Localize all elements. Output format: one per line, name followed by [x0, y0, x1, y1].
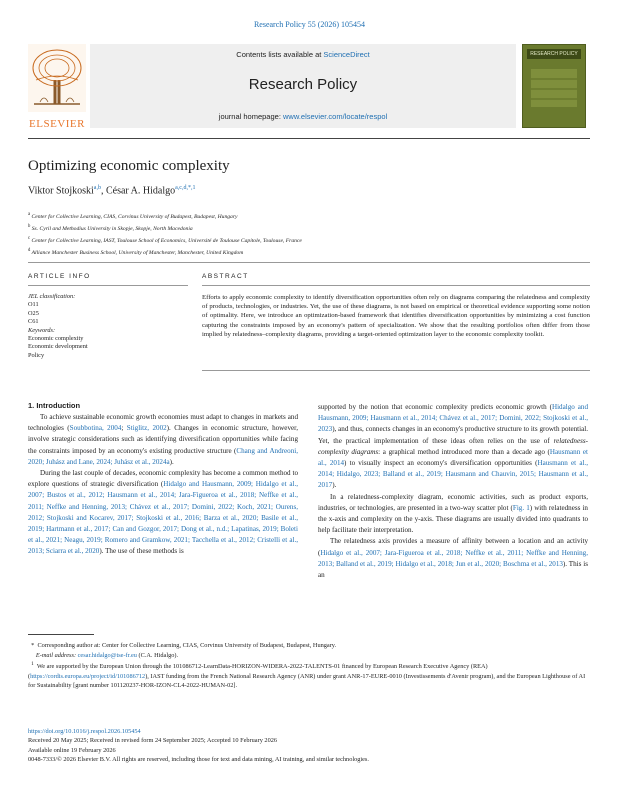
- citation-link[interactable]: Soubbotina, 2004: [69, 424, 122, 433]
- jel-label: JEL classification:: [28, 293, 76, 300]
- email-label: E-mail address:: [35, 651, 78, 659]
- affiliation-text: Center for Collective Learning, CIAS, Corvinus University of Budapest, Budapest, Hungary: [31, 213, 238, 220]
- footnote-mark: 1: [31, 661, 34, 668]
- emphasis-text: relatedness-complexity diagrams: [318, 436, 588, 456]
- affiliation-mark: a: [28, 212, 31, 217]
- citation-link[interactable]: Hausmann et al., 2014; Hidalgo, 2023; Balland et al., 2019; Hausmann and Chauvin, 2015; Hausmann et al., 2017: [318, 459, 588, 490]
- footnote-email: [28, 651, 590, 661]
- keyword: Economic complexity: [28, 335, 84, 343]
- author-line: [28, 185, 195, 196]
- footnote-corresponding: [28, 641, 590, 651]
- journal-reference[interactable]: Research Policy 55 (2026) 105454: [253, 20, 366, 29]
- homepage-prefix: journal homepage:: [218, 112, 283, 121]
- header-rule: [28, 138, 590, 139]
- body-text: ) with relatedness in the x-axis and complexity on the y-axis. These diagrams are usually divided into quadrants to help facilitate their interpretation.: [318, 503, 588, 535]
- elsevier-tree-icon: [28, 44, 86, 112]
- author-name[interactable]: Viktor Stojkoski: [28, 185, 94, 197]
- body-text: In a relatedness-complexity diagram, economic activities, such as product exports, industries, or technologies, are presented in a two-way scatter plot (: [318, 492, 588, 512]
- keyword: Policy: [28, 351, 45, 359]
- author-affil-marks[interactable]: a,c,d,*,1: [175, 185, 196, 191]
- section-heading-introduction: 1. Introduction: [28, 401, 81, 410]
- affiliation-text: Alliance Manchester Business School, University of Manchester, Manchester, United Kingdom: [31, 250, 244, 257]
- affiliation-mark: c: [28, 236, 31, 242]
- body-text: ) to visually inspect an economy's diversification opportunities (: [344, 459, 538, 468]
- citation-link[interactable]: Chang and Andreoni, 2020; Juhász and Lane, 2024; Juhász et al., 2024a: [28, 446, 299, 466]
- contents-line: [90, 50, 516, 59]
- body-text: ).: [169, 457, 174, 466]
- abstract-rule: [202, 285, 590, 286]
- affiliation-mark: b: [28, 224, 31, 230]
- cordis-link[interactable]: https://cordis.europa.eu/project/id/101086712: [30, 672, 146, 680]
- keywords-label: Keywords:: [28, 326, 56, 334]
- online-date: Available online 19 February 2026: [28, 746, 116, 754]
- homepage-link[interactable]: www.elsevier.com/locate/respol: [283, 112, 388, 121]
- abstract-end-rule: [202, 370, 590, 371]
- front-matter-rule: [28, 262, 590, 263]
- footnote-funding: [28, 660, 590, 691]
- jel-code: O25: [28, 309, 39, 317]
- paragraph: [28, 468, 298, 558]
- received-dates: Received 20 May 2025; Received in revised form 24 September 2025; Accepted 10 February 2026: [28, 737, 278, 745]
- contents-prefix: Contents lists available at: [236, 50, 324, 59]
- affiliation-text: Center for Collective Learning, IAST, Toulouse School of Economics, Université de Toulouse Capitole, Toulouse, France: [31, 238, 302, 245]
- citation-link[interactable]: Hidalgo et al., 2007; Jara-Figueroa et al., 2018; Neffke et al., 2011; Neffke and Henning, 2013; Balland et al., 2019; Hidalgo et al., 2018; Jun et al., 2020; Boschma et al., 2013: [318, 548, 588, 568]
- paragraph: [318, 536, 588, 581]
- affiliation-text: Ss. Cyril and Methodius University in Skopje, Skopje, North Macedonia: [31, 226, 193, 233]
- body-text: ;: [121, 424, 127, 433]
- footnote-rule: [28, 634, 94, 635]
- footnote-text: ), IAST funding from the French National Research Agency (ANR) under grant ANR-17-EURE-0010 (Investissements d'Avenir program), and the European Lighthouse of AI for Sustainability [grant number 101120237-HOR-IZON-CL4-2022-HUMAN-02].: [28, 672, 586, 690]
- abstract-text: Efforts to apply economic complexity to identify diversification opportunities often rely on diagrams comparing the relatedness and complexity of products, technologies, or industries. Yet, the use of these diagrams, is not based on empirical or theoretical evidence supporting some notion of optimality. Here, we introduce an optimization-based framework that identifies diversification opportunities by minimizing a cost function capturing the constraints imposed by an economy's pattern of specialization. We show that the resulting portfolios often differ from those implied by relatedness–complexity diagrams, providing a target-oriented optimization layer to the economic complexity toolkit.: [202, 294, 590, 338]
- article-info-heading: ARTICLE INFO: [28, 273, 91, 280]
- affiliation-mark: d: [28, 248, 31, 254]
- homepage-line: [90, 112, 516, 121]
- cover-pattern-icon: [523, 63, 585, 123]
- author-affil-marks[interactable]: a,b: [93, 185, 101, 191]
- footnote-text: (C.A. Hidalgo).: [136, 651, 179, 659]
- journal-cover-thumbnail: [522, 44, 586, 128]
- footnotes: [28, 641, 590, 691]
- citation-link[interactable]: Hidalgo and Hausmann, 2009; Hausmann et al., 2014; Chávez et al., 2017; Domini, 2022; Stojkoski et al., 2023: [318, 403, 588, 434]
- body-column-left: [28, 412, 298, 558]
- abstract-heading: ABSTRACT: [202, 273, 249, 280]
- paragraph: [318, 492, 588, 537]
- affiliations: [28, 210, 302, 259]
- elsevier-logo: [28, 44, 86, 130]
- paragraph: [318, 402, 588, 492]
- affiliation-item: [28, 246, 302, 258]
- body-text: ).: [332, 481, 337, 490]
- author-name[interactable]: César A. Hidalgo: [105, 185, 176, 197]
- body-text: ), and thus, connects changes in an economy's productive structure to its growth potential. Yet, the practical implementation of these ideas often relies on the use of: [318, 425, 588, 445]
- jel-code: O11: [28, 301, 39, 309]
- body-text: ). The use of these methods is: [99, 547, 184, 556]
- body-text: ). This is an: [318, 559, 588, 580]
- author-separator: ,: [100, 185, 106, 197]
- affiliation-item: [28, 222, 302, 234]
- body-text: ). Changes in economic structure, however, involve strategic considerations such as identifying diversification opportunities while facing the constraints imposed by an economy's existing productive structure (: [28, 424, 298, 455]
- affiliation-item: [28, 234, 302, 246]
- article-info-block: [28, 293, 88, 360]
- body-text: : a graphical method introduced more than a decade ago (: [378, 447, 550, 456]
- figure-link[interactable]: Fig. 1: [512, 503, 530, 512]
- body-text: The relatedness axis provides a measure of affinity between a location and an activity (: [318, 537, 588, 557]
- citation-link[interactable]: Hausmann et al., 2014: [318, 447, 589, 468]
- jel-code: C61: [28, 318, 39, 326]
- article-title: Optimizing economic complexity: [28, 158, 230, 174]
- citation-link[interactable]: Stiglitz, 2002: [126, 424, 167, 433]
- footnote-text: Corresponding author at: Center for Collective Learning, CIAS, Corvinus University of Budapest, Budapest, Hungary.: [37, 642, 337, 649]
- body-text: To achieve sustainable economic growth economies must adapt to changes in markets and technologies (: [28, 413, 298, 433]
- article-info-rule: [28, 285, 188, 286]
- paragraph: [28, 412, 298, 468]
- copyright-notice: 0048-7333/© 2026 Elsevier B.V. All rights are reserved, including those for text and data mining, AI training, and similar technologies.: [28, 755, 369, 763]
- email-link[interactable]: cesar.hidalgo@tse-fr.eu: [77, 651, 137, 659]
- citation-link[interactable]: Hidalgo and Hausmann, 2009; Hidalgo et al., 2007; Bustos et al., 2012; Hausmann et al., 2014; Jara-Figueroa et al., 2018; Neffke et al., 2011; Neffke and Henning, 2013; Chávez et al., 2017; Domini, 2022; Koch, 2021; Ourens, 2012; Stojkoski and Kocarev, 2017; Stojkoski et al., 2016; Barza et al., 2020; Basile et al., 2019; Hartmann et al., 2017; Can and Gozgor, 2017; Dong et al., n.d.; Lapatinas, 2019; Boleti et al., 2021; Neagu, 2019; Romero and Gramkow, 2021; Tacchella et al., 2012; Cristelli et al., 2013; Sciarra et al., 2020: [28, 480, 298, 556]
- keyword: Economic development: [28, 343, 88, 351]
- journal-title: Research Policy: [248, 76, 358, 93]
- doi-link[interactable]: https://doi.org/10.1016/j.respol.2026.105454: [28, 728, 141, 735]
- sciencedirect-link[interactable]: ScienceDirect: [323, 50, 370, 59]
- body-text: During the last couple of decades, economic complexity has become a common method to explore questions of strategic diversification (: [28, 469, 298, 489]
- body-text: supported by the notion that economic complexity predicts economic growth (: [318, 403, 552, 411]
- article-meta-footer: [28, 727, 590, 764]
- affiliation-item: [28, 210, 302, 222]
- body-column-right: [318, 402, 588, 581]
- footnote-text: We are supported by the European Union through the 101086712-LearnData-HORIZON-WIDERA-2022-TALENTS-01 financed by European Research Executive Agency (REA) (: [28, 663, 488, 680]
- elsevier-wordmark: ELSEVIER: [29, 118, 85, 130]
- cover-title: RESEARCH POLICY: [530, 51, 578, 57]
- footnote-mark: *: [31, 642, 35, 649]
- journal-header-box: [90, 44, 516, 128]
